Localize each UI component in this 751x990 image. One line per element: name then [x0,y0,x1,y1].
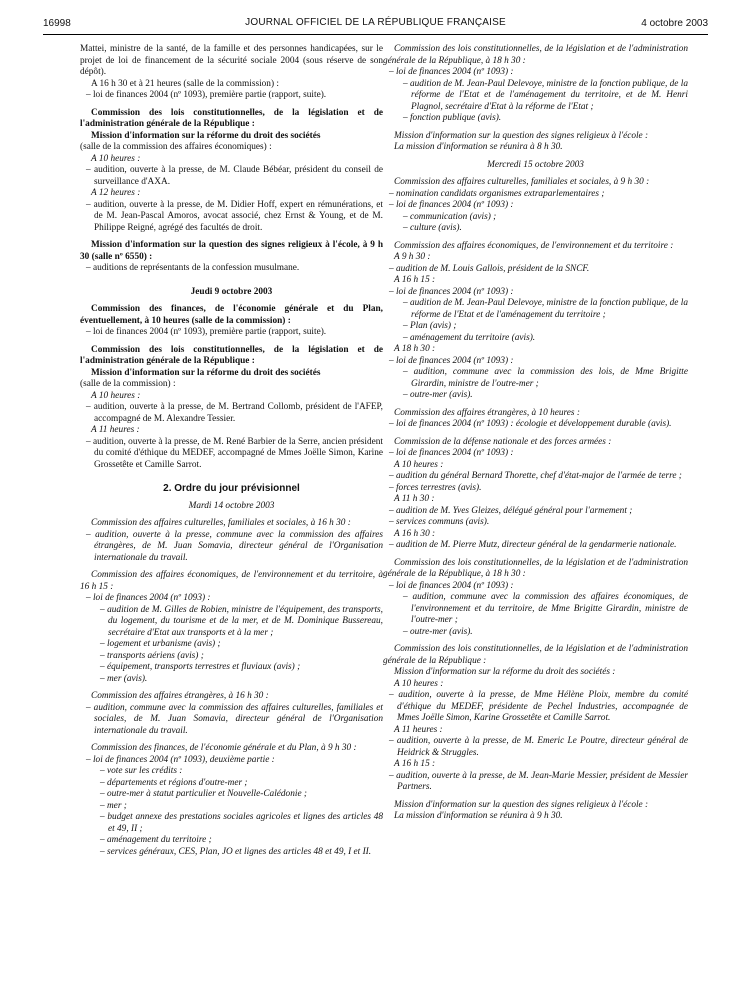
agenda-paragraph: – aménagement du territoire ; [100,835,212,845]
agenda-paragraph: A 10 heures : [394,678,444,689]
agenda-paragraph: A 9 h 30 : [394,252,431,262]
agenda-paragraph: A 10 heures : [394,459,444,470]
agenda-paragraph: – audition de M. Gilles de Robien, ministre de l'équipement, des transports, du logement, du tourisme et de la mer, et de M. Dominique Bussereau, secrétaire d'Etat aux transports et à la mer ; [100,604,383,638]
agenda-paragraph: A 18 h 30 : [394,344,436,354]
agenda-paragraph: A 10 heures : [91,153,141,164]
agenda-paragraph: – budget annexe des prestations sociales agricoles et lignes des articles 48 et 49, II ; [100,812,383,834]
agenda-paragraph: A 12 heures : [91,188,141,198]
agenda-paragraph: – loi de finances 2004 (nº 1093), deuxième partie : [86,754,275,765]
agenda-paragraph: – loi de finances 2004 (nº 1093), première partie (rapport, suite). [86,90,327,100]
date-heading: Mardi 14 octobre 2003 [188,500,275,511]
right-column [383,44,688,823]
agenda-paragraph: – fonction publique (avis). [403,113,502,123]
date-heading: Mercredi 15 octobre 2003 [487,159,584,170]
agenda-paragraph: Commission des affaires économiques, de l'environnement et du territoire, à 16 h 15 : [80,570,383,592]
agenda-paragraph: – loi de finances 2004 (nº 1093) : [389,200,514,210]
agenda-paragraph: – services généraux, CES, Plan, JO et lignes des articles 48 et 49, I et II. [100,846,372,857]
agenda-paragraph: – culture (avis). [403,223,462,233]
agenda-paragraph: Commission des affaires étrangères, à 16 h 30 : [91,691,269,701]
page-number: 16998 [43,18,71,29]
agenda-paragraph: – loi de finances 2004 (nº 1093) : [389,67,514,77]
agenda-paragraph: Commission des lois constitutionnelles, de la législation et de l'administration générale de la République, à 18 h 30 : [383,557,688,579]
agenda-paragraph: – audition de M. Louis Gallois, président de la SNCF. [389,263,590,274]
agenda-paragraph: – départements et régions d'outre-mer ; [100,777,248,788]
agenda-paragraph: Mattei, ministre de la santé, de la famille et des personnes handicapées, sur le projet de loi de financement de la sécurité sociale 2004 (sous réserve de son dépôt). [80,44,383,77]
agenda-paragraph: – audition, ouverte à la presse, commune avec la commission des affaires étrangères, de M. Juan Somavia, directeur général de l'Organisation internationale du travail. [86,529,383,563]
agenda-paragraph: Commission des lois constitutionnelles, de la législation et de l'administration générale de la République : [383,644,688,666]
agenda-paragraph: – logement et urbanisme (avis) ; [100,639,221,649]
agenda-paragraph: La mission d'information se réunira à 9 h 30. [394,811,563,821]
agenda-paragraph: – équipement, transports terrestres et fluviaux (avis) ; [100,662,301,672]
agenda-paragraph: – audition, commune avec la commission des affaires économiques, de l'environnement et du territoire, de Mme Brigitte Girardin, ministre de l'outre-mer ; [403,592,688,625]
paragraph-spacer [80,471,383,483]
agenda-paragraph: Commission des lois constitutionnelles, de la législation et de l'administration générale de la République : [80,107,383,129]
agenda-paragraph: – nomination candidats organismes extraparlementaires ; [389,188,605,199]
agenda-paragraph: A 16 h 15 : [394,759,436,769]
agenda-paragraph: – transports aériens (avis) ; [100,650,204,661]
agenda-paragraph: – mer ; [100,800,127,811]
agenda-paragraph: – loi de finances 2004 (nº 1093) : écologie et développement durable (avis). [389,419,672,429]
agenda-paragraph: – audition, commune avec la commission des lois, de Mme Brigitte Girardin, ministre de l'outre-mer ; [403,367,688,389]
agenda-paragraph: – loi de finances 2004 (nº 1093), première partie (rapport, suite). [86,327,327,337]
agenda-paragraph: La mission d'information se réunira à 8 h 30. [394,142,563,152]
agenda-paragraph: – audition, ouverte à la presse, de Mme Hélène Ploix, membre du comité d'éthique du MEDEF, présidente de Pechel Industries, accompagnée de Mmes Joëlle Simon, Karine Grossetête et Camille Sarrot. [389,690,688,723]
agenda-paragraph: Commission des affaires culturelles, familiales et sociales, à 16 h 30 : [91,518,351,528]
header-rule [43,34,708,35]
agenda-paragraph: – auditions de représentants de la confession musulmane. [86,263,300,273]
agenda-paragraph: – audition de M. Jean-Paul Delevoye, ministre de la fonction publique, de la réforme de l'Etat et de l'aménagement du territoire, et de M. Henri Plagnol, secrétaire d'Etat à la réforme de l'Etat ; [403,78,688,112]
agenda-paragraph: – services communs (avis). [389,517,490,527]
agenda-paragraph: Mission d'information sur la question des signes religieux à l'école : [394,130,649,141]
agenda-paragraph: Commission des lois constitutionnelles, de la législation et de l'administration générale de la République : [80,344,383,366]
agenda-paragraph: – audition de M. Pierre Mutz, directeur général de la gendarmerie nationale. [389,540,677,550]
agenda-paragraph: Commission des finances, de l'économie générale et du Plan, éventuellement, à 10 heures (salle de la commission) : [80,304,383,326]
agenda-paragraph: Commission des finances, de l'économie générale et du Plan, à 9 h 30 : [91,743,357,753]
agenda-paragraph: A 11 heures : [91,425,140,435]
paragraph-spacer [80,275,383,287]
agenda-paragraph: – outre-mer (avis). [403,626,473,637]
agenda-paragraph: – audition de M. Jean-Paul Delevoye, ministre de la fonction publique, de la réforme de l'Etat et de l'aménagement du territoire ; [403,298,688,320]
agenda-paragraph: A 11 h 30 : [394,494,435,504]
agenda-paragraph: – loi de finances 2004 (nº 1093) : [389,286,514,297]
agenda-paragraph: Commission des affaires culturelles, familiales et sociales, à 9 h 30 : [394,177,650,187]
page-header [43,14,708,34]
agenda-paragraph: – mer (avis). [100,673,148,684]
agenda-paragraph: A 10 heures : [91,390,141,401]
agenda-paragraph: – audition, ouverte à la presse, de M. Bertrand Collomb, président de l'AFEP, accompagné de M. Alexandre Tessier. [86,402,383,424]
agenda-paragraph: (salle de la commission) : [80,379,176,389]
agenda-paragraph: Commission de la défense nationale et des forces armées : [394,436,612,447]
agenda-paragraph: A 16 h 15 : [394,275,436,285]
agenda-paragraph: Mission d'information sur la réforme du droit des sociétés [91,130,321,141]
agenda-paragraph: Commission des lois constitutionnelles, de la législation et de l'administration générale de la République, à 18 h 30 : [383,44,688,66]
agenda-paragraph: – outre-mer à statut particulier et Nouvelle-Calédonie ; [100,789,307,799]
agenda-paragraph: – audition de M. Yves Gleizes, délégué général pour l'armement ; [389,505,633,516]
agenda-paragraph: – audition, ouverte à la presse, de M. Jean-Marie Messier, président de Messier Partners. [389,770,688,792]
agenda-paragraph: – loi de finances 2004 (nº 1093) : [389,355,514,366]
agenda-paragraph: – loi de finances 2004 (nº 1093) : [86,593,211,603]
agenda-paragraph: Mission d'information sur la question des signes religieux à l'école, à 9 h 30 (salle nº 6550) : [80,240,383,262]
agenda-paragraph: (salle de la commission des affaires économiques) : [80,142,272,152]
agenda-paragraph: – loi de finances 2004 (nº 1093) : [389,580,514,591]
agenda-paragraph: – audition, ouverte à la presse, de M. René Barbier de la Serre, ancien président du comité d'éthique du MEDEF, accompagné de Mmes Joëlle Simon, Karine Grossetête et Camille Sarrot. [86,436,383,470]
section-heading: 2. Ordre du jour prévisionnel [163,483,300,494]
agenda-paragraph: Mission d'information sur la réforme du droit des sociétés : [394,667,616,677]
agenda-paragraph: Commission des affaires étrangères, à 10 heures : [394,407,580,418]
agenda-paragraph: – audition du général Bernard Thorette, chef d'état-major de l'armée de terre ; [389,471,682,481]
agenda-paragraph: – loi de finances 2004 (nº 1093) : [389,448,514,458]
agenda-paragraph: – audition, commune avec la commission des affaires culturelles, familiales et sociales, de M. Juan Somavia, directeur général de l'Organisation internationale du travail. [86,702,383,736]
agenda-paragraph: Mission d'information sur la question des signes religieux à l'école : [394,799,649,810]
date-heading: Jeudi 9 octobre 2003 [190,286,273,297]
agenda-paragraph: – audition, ouverte à la presse, de M. Claude Bébéar, président du conseil de surveillance d'AXA. [86,165,383,187]
agenda-paragraph: A 16 h 30 : [394,528,436,539]
agenda-paragraph: – audition, ouverte à la presse, de M. Didier Hoff, expert en rémunérations, et de M. Jean-Pascal Amoros, avocat associé, chez Ernst & Young, et de M. Philippe Reigné, agrégé des facultés de droit. [86,199,383,233]
agenda-paragraph: – aménagement du territoire (avis). [403,332,536,343]
agenda-paragraph: – communication (avis) ; [403,211,497,222]
agenda-paragraph: A 11 heures : [394,724,443,735]
agenda-paragraph: A 16 h 30 et à 21 heures (salle de la commission) : [91,78,279,89]
journal-title: JOURNAL OFFICIEL DE LA RÉPUBLIQUE FRANÇAISE [245,17,506,28]
agenda-paragraph: Commission des affaires économiques, de l'environnement et du territoire : [394,240,674,251]
agenda-paragraph: – audition, ouverte à la presse, de M. Emeric Le Poutre, directeur général de Heidrick & Struggles. [389,736,688,758]
agenda-paragraph: – outre-mer (avis). [403,390,473,400]
left-column [80,44,383,858]
issue-date: 4 octobre 2003 [641,18,708,29]
agenda-paragraph: Mission d'information sur la réforme du droit des sociétés [91,367,321,378]
agenda-paragraph: – vote sur les crédits : [100,766,183,776]
agenda-paragraph: – Plan (avis) ; [403,321,457,331]
agenda-paragraph: – forces terrestres (avis). [389,482,482,493]
